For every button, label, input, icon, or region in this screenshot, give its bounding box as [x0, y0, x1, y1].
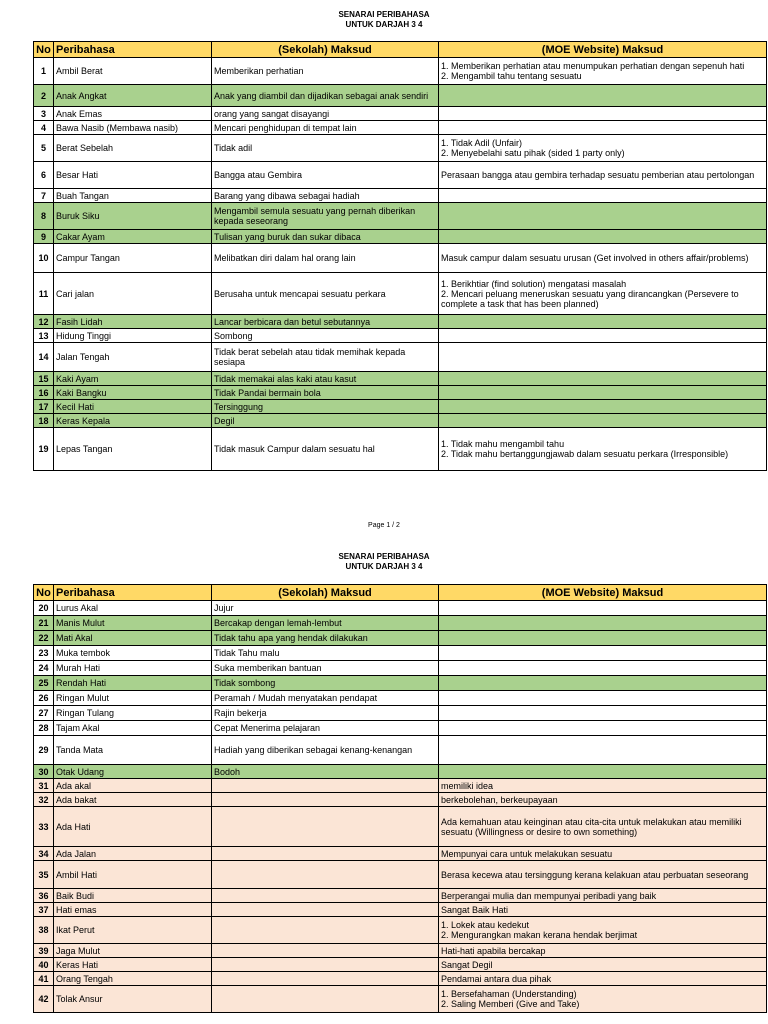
cell-sekolah-maksud: Sombong [212, 329, 439, 343]
cell-no: 10 [34, 244, 54, 273]
cell-peribahasa: Mati Akal [54, 631, 212, 646]
table-row [34, 721, 767, 736]
cell-sekolah-maksud: Jujur [212, 601, 439, 616]
table-row [34, 400, 767, 414]
cell-sekolah-maksud [212, 972, 439, 986]
cell-moe-maksud: 1. Tidak mahu mengambil tahu 2. Tidak mahu bertanggungjawab dalam sesuatu perkara (Irresponsible) [439, 428, 767, 471]
cell-no: 37 [34, 903, 54, 917]
cell-no: 22 [34, 631, 54, 646]
cell-sekolah-maksud: Lancar berbicara dan betul sebutannya [212, 315, 439, 329]
table-row [34, 903, 767, 917]
cell-sekolah-maksud: Tidak adil [212, 135, 439, 162]
cell-moe-maksud [439, 661, 767, 676]
page-title-line2: UNTUK DARJAH 3 4 [345, 20, 423, 29]
cell-peribahasa: Hidung Tinggi [54, 329, 212, 343]
cell-no: 30 [34, 765, 54, 779]
cell-no: 31 [34, 779, 54, 793]
cell-no: 24 [34, 661, 54, 676]
cell-no: 23 [34, 646, 54, 661]
cell-no: 16 [34, 386, 54, 400]
table-row [34, 244, 767, 273]
cell-sekolah-maksud: Mencari penghidupan di tempat lain [212, 121, 439, 135]
cell-peribahasa: Murah Hati [54, 661, 212, 676]
cell-no: 26 [34, 691, 54, 706]
header-moe-maksud: (MOE Website) Maksud [439, 42, 767, 58]
cell-peribahasa: Fasih Lidah [54, 315, 212, 329]
cell-moe-maksud: 1. Lokek atau kedekut 2. Mengurangkan makan kerana hendak berjimat [439, 917, 767, 944]
table-row [34, 661, 767, 676]
cell-moe-maksud: 1. Berikhtiar (find solution) mengatasi masalah 2. Mencari peluang meneruskan sesuatu yang dirancangkan (Persevere to complete a task that has been planned) [439, 273, 767, 315]
cell-no: 8 [34, 203, 54, 230]
cell-sekolah-maksud [212, 779, 439, 793]
cell-moe-maksud [439, 721, 767, 736]
cell-peribahasa: Ringan Mulut [54, 691, 212, 706]
cell-peribahasa: Campur Tangan [54, 244, 212, 273]
page-1-title [0, 10, 768, 30]
cell-peribahasa: Ringan Tulang [54, 706, 212, 721]
cell-moe-maksud [439, 646, 767, 661]
cell-no: 7 [34, 189, 54, 203]
cell-moe-maksud: memiliki idea [439, 779, 767, 793]
cell-no: 6 [34, 162, 54, 189]
cell-no: 11 [34, 273, 54, 315]
cell-sekolah-maksud [212, 793, 439, 807]
cell-peribahasa: Tanda Mata [54, 736, 212, 765]
cell-no: 9 [34, 230, 54, 244]
page-title-line1: SENARAI PERIBAHASA [338, 552, 430, 561]
cell-peribahasa: Kaki Ayam [54, 372, 212, 386]
cell-peribahasa: Kecil Hati [54, 400, 212, 414]
cell-no: 12 [34, 315, 54, 329]
table-row [34, 779, 767, 793]
page-title-line1: SENARAI PERIBAHASA [338, 10, 430, 19]
cell-moe-maksud [439, 329, 767, 343]
table-body-2 [34, 601, 767, 1013]
cell-moe-maksud [439, 121, 767, 135]
cell-moe-maksud: Sangat Baik Hati [439, 903, 767, 917]
cell-no: 38 [34, 917, 54, 944]
table-row [34, 616, 767, 631]
cell-no: 5 [34, 135, 54, 162]
cell-sekolah-maksud: Bangga atau Gembira [212, 162, 439, 189]
peribahasa-table-1 [33, 41, 767, 471]
cell-moe-maksud: Hati-hati apabila bercakap [439, 944, 767, 958]
cell-sekolah-maksud [212, 889, 439, 903]
cell-moe-maksud: 1. Tidak Adil (Unfair) 2. Menyebelahi satu pihak (sided 1 party only) [439, 135, 767, 162]
cell-moe-maksud: Pendamai antara dua pihak [439, 972, 767, 986]
cell-moe-maksud [439, 189, 767, 203]
cell-no: 13 [34, 329, 54, 343]
cell-peribahasa: Besar Hati [54, 162, 212, 189]
cell-sekolah-maksud: Melibatkan diri dalam hal orang lain [212, 244, 439, 273]
cell-sekolah-maksud: Bercakap dengan lemah-lembut [212, 616, 439, 631]
table-row [34, 414, 767, 428]
table-row [34, 646, 767, 661]
cell-sekolah-maksud [212, 903, 439, 917]
cell-no: 29 [34, 736, 54, 765]
table-row [34, 793, 767, 807]
cell-peribahasa: Lurus Akal [54, 601, 212, 616]
cell-peribahasa: Ada Jalan [54, 847, 212, 861]
header-peribahasa: Peribahasa [54, 585, 212, 601]
table-row [34, 121, 767, 135]
table-row [34, 972, 767, 986]
cell-no: 39 [34, 944, 54, 958]
table-row [34, 861, 767, 889]
cell-peribahasa: Kaki Bangku [54, 386, 212, 400]
cell-peribahasa: Ada akal [54, 779, 212, 793]
cell-moe-maksud [439, 386, 767, 400]
cell-peribahasa: Hati emas [54, 903, 212, 917]
table-row [34, 230, 767, 244]
table-row [34, 986, 767, 1013]
cell-sekolah-maksud: Tulisan yang buruk dan sukar dibaca [212, 230, 439, 244]
cell-peribahasa: Anak Emas [54, 107, 212, 121]
table-row [34, 135, 767, 162]
cell-moe-maksud [439, 372, 767, 386]
table-body-1 [34, 58, 767, 471]
cell-sekolah-maksud: Barang yang dibawa sebagai hadiah [212, 189, 439, 203]
cell-peribahasa: Ambil Hati [54, 861, 212, 889]
cell-moe-maksud: 1. Bersefahaman (Understanding) 2. Saling Memberi (Give and Take) [439, 986, 767, 1013]
header-peribahasa: Peribahasa [54, 42, 212, 58]
cell-no: 41 [34, 972, 54, 986]
cell-peribahasa: Buruk Siku [54, 203, 212, 230]
page-2 [0, 540, 768, 1024]
cell-peribahasa: Ambil Berat [54, 58, 212, 85]
cell-sekolah-maksud [212, 807, 439, 847]
table-header [34, 42, 767, 58]
cell-peribahasa: Orang Tengah [54, 972, 212, 986]
table-row [34, 944, 767, 958]
table-row [34, 917, 767, 944]
cell-no: 4 [34, 121, 54, 135]
table-row [34, 372, 767, 386]
cell-sekolah-maksud: Suka memberikan bantuan [212, 661, 439, 676]
cell-moe-maksud: Perasaan bangga atau gembira terhadap sesuatu pemberian atau pertolongan [439, 162, 767, 189]
cell-sekolah-maksud [212, 944, 439, 958]
cell-moe-maksud [439, 706, 767, 721]
cell-moe-maksud [439, 315, 767, 329]
cell-peribahasa: Muka tembok [54, 646, 212, 661]
cell-sekolah-maksud: Berusaha untuk mencapai sesuatu perkara [212, 273, 439, 315]
header-no: No [34, 585, 54, 601]
cell-sekolah-maksud: Tidak berat sebelah atau tidak memihak kepada sesiapa [212, 343, 439, 372]
cell-sekolah-maksud: Mengambil semula sesuatu yang pernah diberikan kepada seseorang [212, 203, 439, 230]
table-header [34, 585, 767, 601]
table-row [34, 601, 767, 616]
cell-moe-maksud [439, 616, 767, 631]
cell-no: 1 [34, 58, 54, 85]
table-row [34, 58, 767, 85]
cell-moe-maksud: 1. Memberikan perhatian atau menumpukan perhatian dengan sepenuh hati 2. Mengambil tahu tentang sesuatu [439, 58, 767, 85]
page-footer: Page 1 / 2 [368, 522, 400, 529]
header-sekolah-maksud: (Sekolah) Maksud [212, 585, 439, 601]
cell-sekolah-maksud [212, 986, 439, 1013]
cell-peribahasa: Keras Kepala [54, 414, 212, 428]
cell-moe-maksud: Berperangai mulia dan mempunyai peribadi yang baik [439, 889, 767, 903]
cell-no: 3 [34, 107, 54, 121]
cell-no: 25 [34, 676, 54, 691]
cell-sekolah-maksud: Peramah / Mudah menyatakan pendapat [212, 691, 439, 706]
table-row [34, 691, 767, 706]
header-moe-maksud: (MOE Website) Maksud [439, 585, 767, 601]
cell-peribahasa: Tajam Akal [54, 721, 212, 736]
table-row [34, 807, 767, 847]
cell-sekolah-maksud: Rajin bekerja [212, 706, 439, 721]
cell-no: 28 [34, 721, 54, 736]
cell-sekolah-maksud: Tidak sombong [212, 676, 439, 691]
cell-no: 21 [34, 616, 54, 631]
cell-sekolah-maksud: Tidak memakai alas kaki atau kasut [212, 372, 439, 386]
cell-peribahasa: Lepas Tangan [54, 428, 212, 471]
cell-sekolah-maksud: Tidak tahu apa yang hendak dilakukan [212, 631, 439, 646]
cell-peribahasa: Bawa Nasib (Membawa nasib) [54, 121, 212, 135]
table-row [34, 706, 767, 721]
cell-moe-maksud [439, 676, 767, 691]
cell-sekolah-maksud: Hadiah yang diberikan sebagai kenang-kenangan [212, 736, 439, 765]
cell-peribahasa: Ikat Perut [54, 917, 212, 944]
cell-no: 33 [34, 807, 54, 847]
cell-peribahasa: Berat Sebelah [54, 135, 212, 162]
cell-sekolah-maksud [212, 847, 439, 861]
cell-peribahasa: Cari jalan [54, 273, 212, 315]
cell-peribahasa: Keras Hati [54, 958, 212, 972]
cell-peribahasa: Cakar Ayam [54, 230, 212, 244]
cell-sekolah-maksud: Cepat Menerima pelajaran [212, 721, 439, 736]
cell-moe-maksud [439, 631, 767, 646]
cell-moe-maksud [439, 203, 767, 230]
cell-no: 20 [34, 601, 54, 616]
cell-moe-maksud: Sangat Degil [439, 958, 767, 972]
table-row [34, 428, 767, 471]
cell-peribahasa: Ada Hati [54, 807, 212, 847]
cell-moe-maksud [439, 230, 767, 244]
cell-no: 14 [34, 343, 54, 372]
cell-sekolah-maksud: orang yang sangat disayangi [212, 107, 439, 121]
table-row [34, 107, 767, 121]
table-row [34, 847, 767, 861]
cell-sekolah-maksud: Tidak masuk Campur dalam sesuatu hal [212, 428, 439, 471]
header-sekolah-maksud: (Sekolah) Maksud [212, 42, 439, 58]
peribahasa-table-2 [33, 584, 767, 1013]
cell-moe-maksud: Masuk campur dalam sesuatu urusan (Get involved in others affair/problems) [439, 244, 767, 273]
table-row [34, 765, 767, 779]
cell-moe-maksud: Ada kemahuan atau keinginan atau cita-cita untuk melakukan atau memiliki sesuatu (Willingness or desire to own something) [439, 807, 767, 847]
cell-moe-maksud [439, 107, 767, 121]
table-row [34, 315, 767, 329]
cell-moe-maksud: berkebolehan, berkeupayaan [439, 793, 767, 807]
cell-sekolah-maksud: Degil [212, 414, 439, 428]
table-row [34, 273, 767, 315]
cell-moe-maksud [439, 765, 767, 779]
cell-no: 19 [34, 428, 54, 471]
table-row [34, 958, 767, 972]
table-row [34, 203, 767, 230]
cell-no: 32 [34, 793, 54, 807]
cell-peribahasa: Jaga Mulut [54, 944, 212, 958]
table-row [34, 329, 767, 343]
cell-peribahasa: Otak Udang [54, 765, 212, 779]
cell-no: 27 [34, 706, 54, 721]
cell-moe-maksud [439, 414, 767, 428]
cell-sekolah-maksud: Tidak Pandai bermain bola [212, 386, 439, 400]
table-row [34, 386, 767, 400]
table-row [34, 85, 767, 107]
page-2-title [0, 552, 768, 572]
cell-no: 36 [34, 889, 54, 903]
cell-peribahasa: Manis Mulut [54, 616, 212, 631]
page-title-line2: UNTUK DARJAH 3 4 [345, 562, 423, 571]
cell-peribahasa: Jalan Tengah [54, 343, 212, 372]
cell-moe-maksud [439, 85, 767, 107]
cell-peribahasa: Ada bakat [54, 793, 212, 807]
table-row [34, 889, 767, 903]
cell-moe-maksud [439, 691, 767, 706]
cell-peribahasa: Baik Budi [54, 889, 212, 903]
cell-no: 35 [34, 861, 54, 889]
cell-moe-maksud [439, 736, 767, 765]
cell-moe-maksud: Mempunyai cara untuk melakukan sesuatu [439, 847, 767, 861]
table-row [34, 631, 767, 646]
cell-sekolah-maksud: Tersinggung [212, 400, 439, 414]
cell-no: 17 [34, 400, 54, 414]
cell-peribahasa: Rendah Hati [54, 676, 212, 691]
cell-sekolah-maksud [212, 917, 439, 944]
table-row [34, 736, 767, 765]
table-row [34, 162, 767, 189]
cell-moe-maksud: Berasa kecewa atau tersinggung kerana kelakuan atau perbuatan seseorang [439, 861, 767, 889]
cell-sekolah-maksud: Anak yang diambil dan dijadikan sebagai anak sendiri [212, 85, 439, 107]
cell-sekolah-maksud [212, 958, 439, 972]
cell-sekolah-maksud: Bodoh [212, 765, 439, 779]
table-row [34, 189, 767, 203]
cell-moe-maksud [439, 400, 767, 414]
table-row [34, 343, 767, 372]
cell-no: 18 [34, 414, 54, 428]
cell-no: 40 [34, 958, 54, 972]
header-no: No [34, 42, 54, 58]
cell-sekolah-maksud: Memberikan perhatian [212, 58, 439, 85]
table-row [34, 676, 767, 691]
cell-no: 2 [34, 85, 54, 107]
cell-peribahasa: Tolak Ansur [54, 986, 212, 1013]
cell-sekolah-maksud: Tidak Tahu malu [212, 646, 439, 661]
cell-moe-maksud [439, 601, 767, 616]
cell-no: 15 [34, 372, 54, 386]
cell-peribahasa: Buah Tangan [54, 189, 212, 203]
cell-no: 34 [34, 847, 54, 861]
cell-sekolah-maksud [212, 861, 439, 889]
cell-peribahasa: Anak Angkat [54, 85, 212, 107]
cell-no: 42 [34, 986, 54, 1013]
cell-moe-maksud [439, 343, 767, 372]
